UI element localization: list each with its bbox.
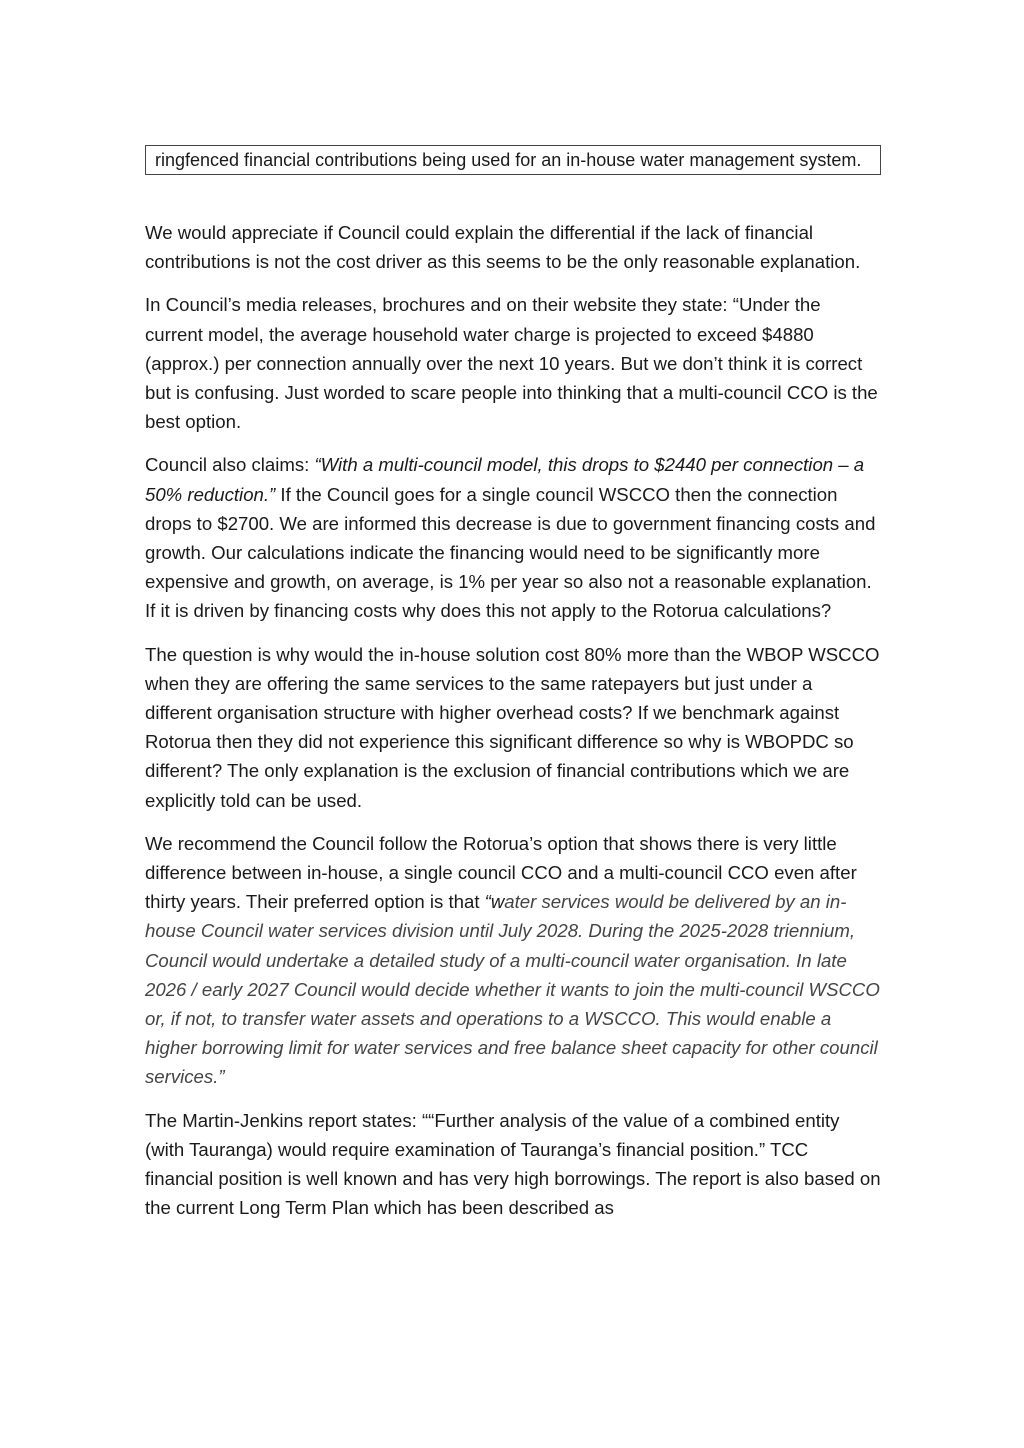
paragraph-recommendation [145,829,881,1092]
document-page [145,145,881,1237]
recommendation-lead: We recommend the Council follow the Rotorua’s option that shows there is very little difference between in-house, a single council CCO and a multi-council CCO even after thirty years. Their preferred option is that [145,832,857,913]
boxed-continuation-text: ringfenced financial contributions being used for an in-house water management system. [145,145,881,175]
paragraph-media-releases: In Council’s media releases, brochures and on their website they state: “Under the current model, the average household water charge is projected to exceed $4880 (approx.) per connection annually over the next 10 years. But we don’t think it is correct but is confusing. Just worded to scare people into thinking that a multi-council CCO is the best option. [145,294,878,433]
claims-lead: Council also claims: [145,454,315,476]
paragraph-financial-contributions: We would appreciate if Council could explain the differential if the lack of financial contributions is not the cost driver as this seems to be the only reasonable explanation. [145,222,861,273]
paragraph-martin-jenkins-report: The Martin-Jenkins report states: ““Further analysis of the value of a combined entity (with Tauranga) would require examination of Tauranga’s financial position.” TCC financial position is well known and has very high borrowings. The report is also based on the current Long Term Plan which has been described as [145,1109,881,1219]
paragraph-in-house-cost: The question is why would the in-house solution cost 80% more than the WBOP WSCCO when they are offering the same services to the same ratepayers but just under a different organisation structure with higher overhead costs? If we benchmark against Rotorua then they did not experience this significant difference so why is WBOPDC so different? The only explanation is the exclusion of financial contributions which we are explicitly told can be used. [145,643,880,811]
paragraph-council-claims [145,450,881,625]
recommendation-quote: ater services would be delivered by an in-house Council water services division until July 2028. During the 2025-2028 triennium, Council would undertake a detailed study of a multi-council water organisation. In late 2026 / early 2027 Council would decide whether it wants to join the multi-council WSCCO or, if not, to transfer water assets and operations to a WSCCO. This would enable a higher borrowing limit for water services and free balance sheet capacity for other council services.” [145,891,880,1088]
claims-rest: If the Council goes for a single council WSCCO then the connection drops to $2700. We are informed this decrease is due to government financing costs and growth. Our calculations indicate the financing would need to be significantly more expensive and growth, on average, is 1% per year so also not a reasonable explanation. If it is driven by financing costs why does this not apply to the Rotorua calculations? [145,483,876,622]
recommendation-quote-start: “w [484,891,505,913]
claims-quote: “With a multi-council model, this drops to $2440 per connection – a 50% reduction.” [145,454,865,505]
